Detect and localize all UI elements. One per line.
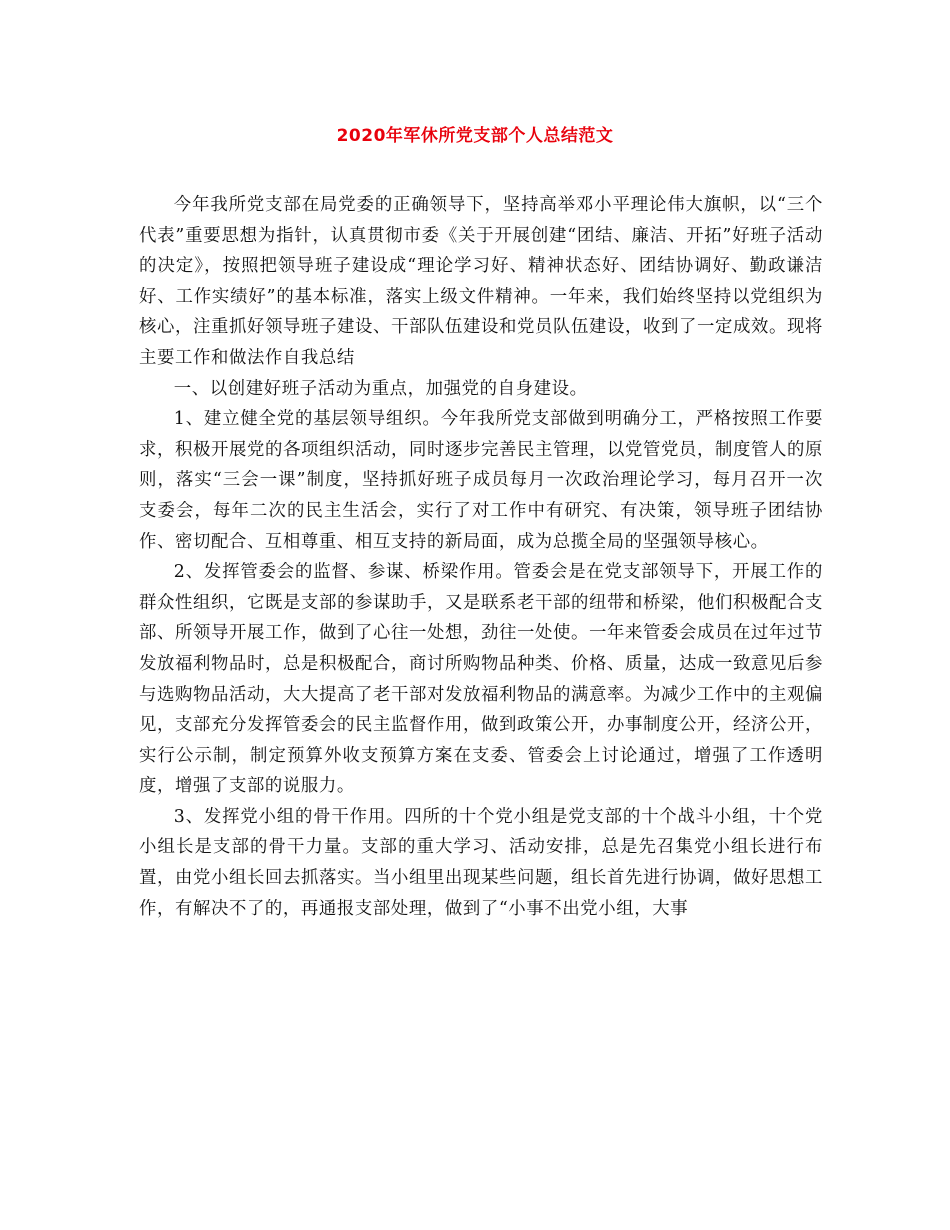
paragraph-item-2: 2、发挥管委会的监督、参谋、桥梁作用。管委会是在党支部领导下，开展工作的群众性组织，它既是支部的参谋助手，又是联系老干部的纽带和桥梁，他们积极配合支部、所领导开展工作，做到了心往一处想，劲往一处使。一年来管委会成员在过年过节发放福利物品时，总是积极配合，商讨所购物品种类、价格、质量，达成一致意见后参与选购物品活动，大大提高了老干部对发放福利物品的满意率。为减少工作中的主观偏见，支部充分发挥管委会的民主监督作用，做到政策公开，办事制度公开，经济公开，实行公示制，制定预算外收支预算方案在支委、管委会上讨论通过，增强了工作透明度，增强了支部的说服力。 [139,562,823,797]
paragraph-item-1: 1、建立健全党的基层领导组织。今年我所党支部做到明确分工，严格按照工作要求，积极开展党的各项组织活动，同时逐步完善民主管理，以党管党员，制度管人的原则，落实“三会一课”制度，坚持抓好班子成员每月一次政治理论学习，每月召开一次支委会，每年二次的民主生活会，实行了对工作中有研究、有决策，领导班子团结协作、密切配合、互相尊重、相互支持的新局面，成为总揽全局的坚强领导核心。 [139,409,823,552]
document-body [139,190,823,924]
paragraph-item-3: 3、发挥党小组的骨干作用。四所的十个党小组是党支部的十个战斗小组，十个党小组长是支部的骨干力量。支部的重大学习、活动安排，总是先召集党小组长进行布置，由党小组长回去抓落实。当小组里出现某些问题，组长首先进行协调，做好思想工作，有解决不了的，再通报支部处理，做到了“小事不出党小组，大事 [139,806,823,919]
paragraph-section-heading: 一、以创建好班子活动为重点，加强党的自身建设。 [173,378,588,399]
document-title: 2020年军休所党支部个人总结范文 [336,126,614,146]
paragraph-intro: 今年我所党支部在局党委的正确领导下，坚持高举邓小平理论伟大旗帜，以“三个代表”重要思想为指针，认真贯彻市委《关于开展创建“团结、廉洁、开拓”好班子活动的决定》，按照把领导班子建设成“理论学习好、精神状态好、团结协调好、勤政谦洁好、工作实绩好”的基本标准，落实上级文件精神。一年来，我们始终坚持以党组织为核心，注重抓好领导班子建设、干部队伍建设和党员队伍建设，收到了一定成效。现将主要工作和做法作自我总结 [139,195,823,368]
